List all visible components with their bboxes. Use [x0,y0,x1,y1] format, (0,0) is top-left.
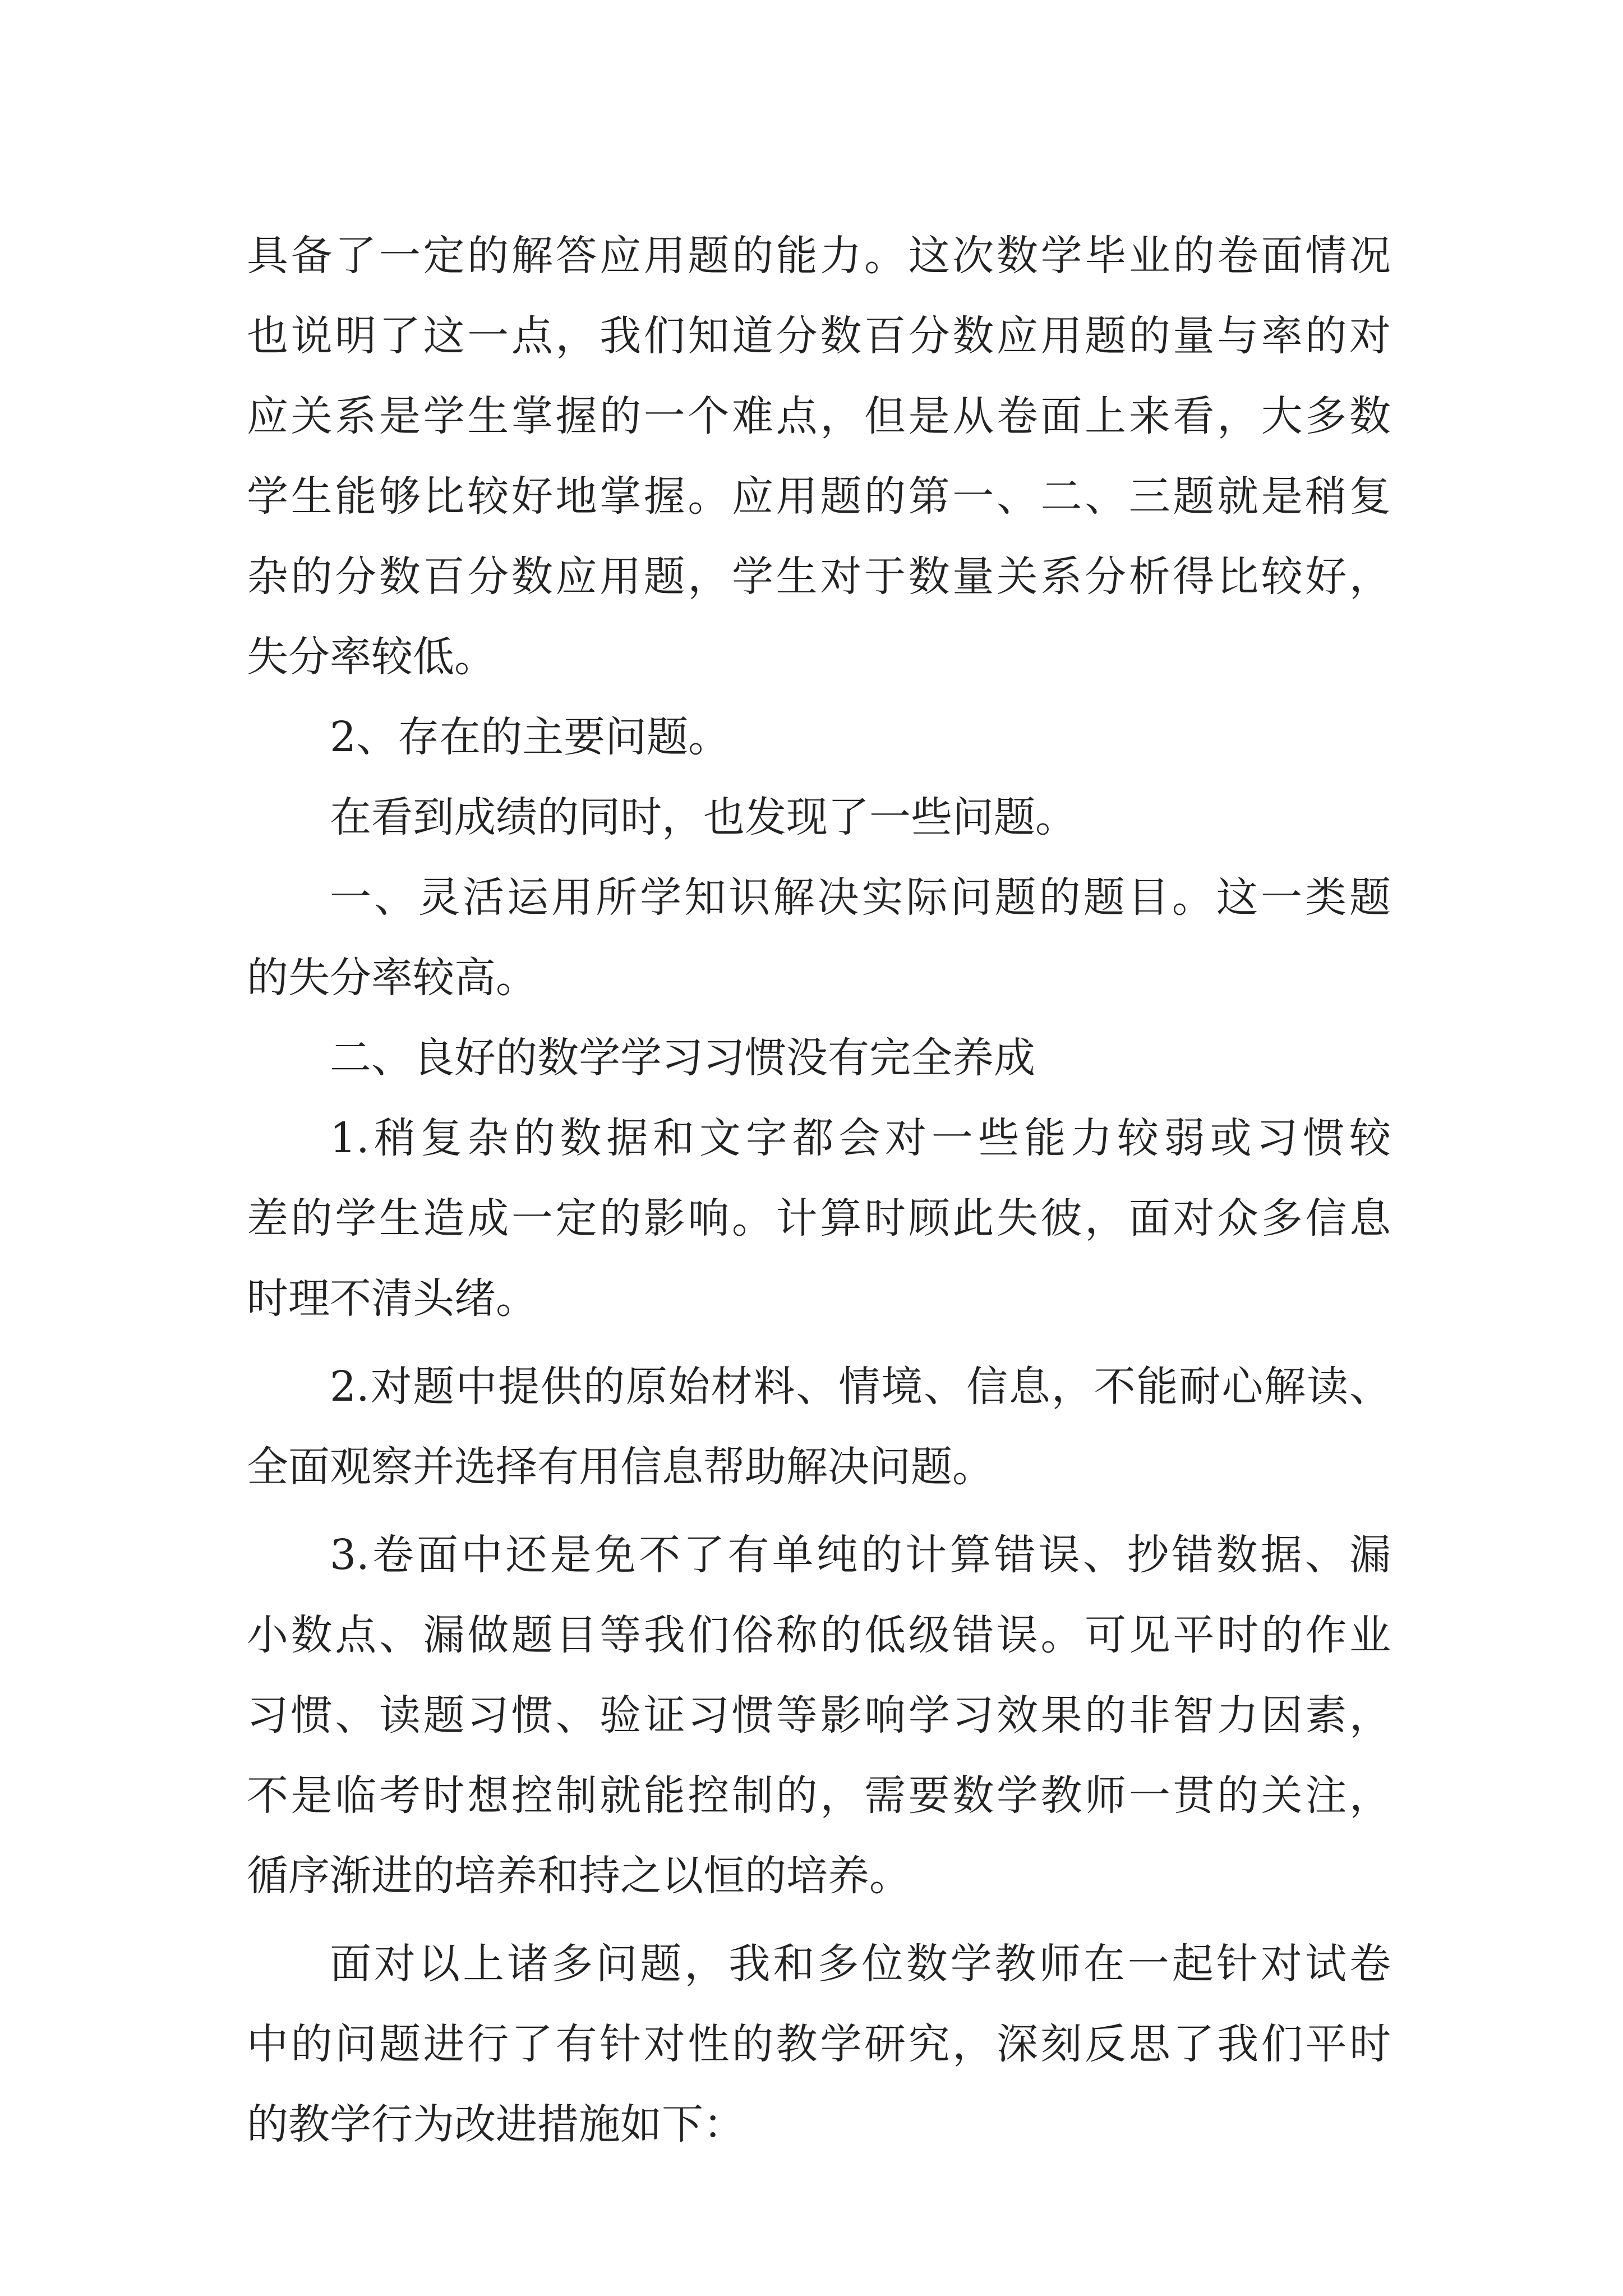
text-line: 差的学生造成一定的影响。计算时顾此失彼，面对众多信息 [247,1194,1391,1243]
text-line: 全面观察并选择有用信息帮助解决问题。 [247,1443,994,1491]
text-line: 也说明了这一点，我们知道分数百分数应用题的量与率的对 [247,312,1391,360]
text-line: 二、良好的数学学习习惯没有完全养成 [330,1034,1035,1082]
text-line: 的教学行为改进措施如下： [247,2100,745,2148]
text-line: 在看到成绩的同时，也发现了一些问题。 [330,793,1077,841]
list-item-3 [247,1515,1391,1916]
text-line: 习惯、读题习惯、验证习惯等影响学习效果的非智力因素， [247,1691,1391,1740]
paragraph-ability-summary [247,216,1391,697]
text-line: 中的问题进行了有针对性的教学研究，深刻反思了我们平时 [247,2020,1391,2068]
text-line: 杂的分数百分数应用题，学生对于数量关系分析得比较好， [247,553,1391,601]
text-line: 1.稍复杂的数据和文字都会对一些能力较弱或习惯较 [330,1114,1391,1162]
text-line: 一、灵活运用所学知识解决实际问题的题目。这一类题 [330,873,1391,922]
paragraph-problem-two [247,1018,1391,1098]
heading-text: 2、存在的主要问题。 [330,713,730,761]
text-line: 小数点、漏做题目等我们俗称的低级错误。可见平时的作业 [247,1611,1391,1659]
text-line: 3.卷面中还是免不了有单纯的计算错误、抄错数据、漏 [330,1531,1391,1579]
text-line: 时理不清头绪。 [247,1274,537,1323]
text-line: 失分率较低。 [247,633,496,681]
text-line: 2.对题中提供的原始材料、情境、信息，不能耐心解读、 [330,1363,1391,1411]
paragraph-problem-one [247,858,1391,1018]
document-body [247,216,1391,2165]
text-line: 具备了一定的解答应用题的能力。这次数学毕业的卷面情况 [247,232,1391,280]
text-line: 面对以上诸多问题，我和多位数学教师在一起针对试卷 [330,1940,1391,1988]
text-line: 循序渐进的培养和持之以恒的培养。 [247,1852,911,1900]
section-heading-main-problems [247,697,1391,777]
text-line: 的失分率较高。 [247,954,537,1002]
list-item-1 [247,1098,1391,1339]
paragraph-problems-intro [247,777,1391,858]
list-item-2 [247,1347,1391,1507]
text-line: 学生能够比较好地掌握。应用题的第一、二、三题就是稍复 [247,472,1391,521]
text-line: 应关系是学生掌握的一个难点，但是从卷面上来看，大多数 [247,392,1391,440]
text-line: 不是临考时想控制就能控制的，需要数学教师一贯的关注， [247,1772,1391,1820]
paragraph-improvement [247,1924,1391,2165]
